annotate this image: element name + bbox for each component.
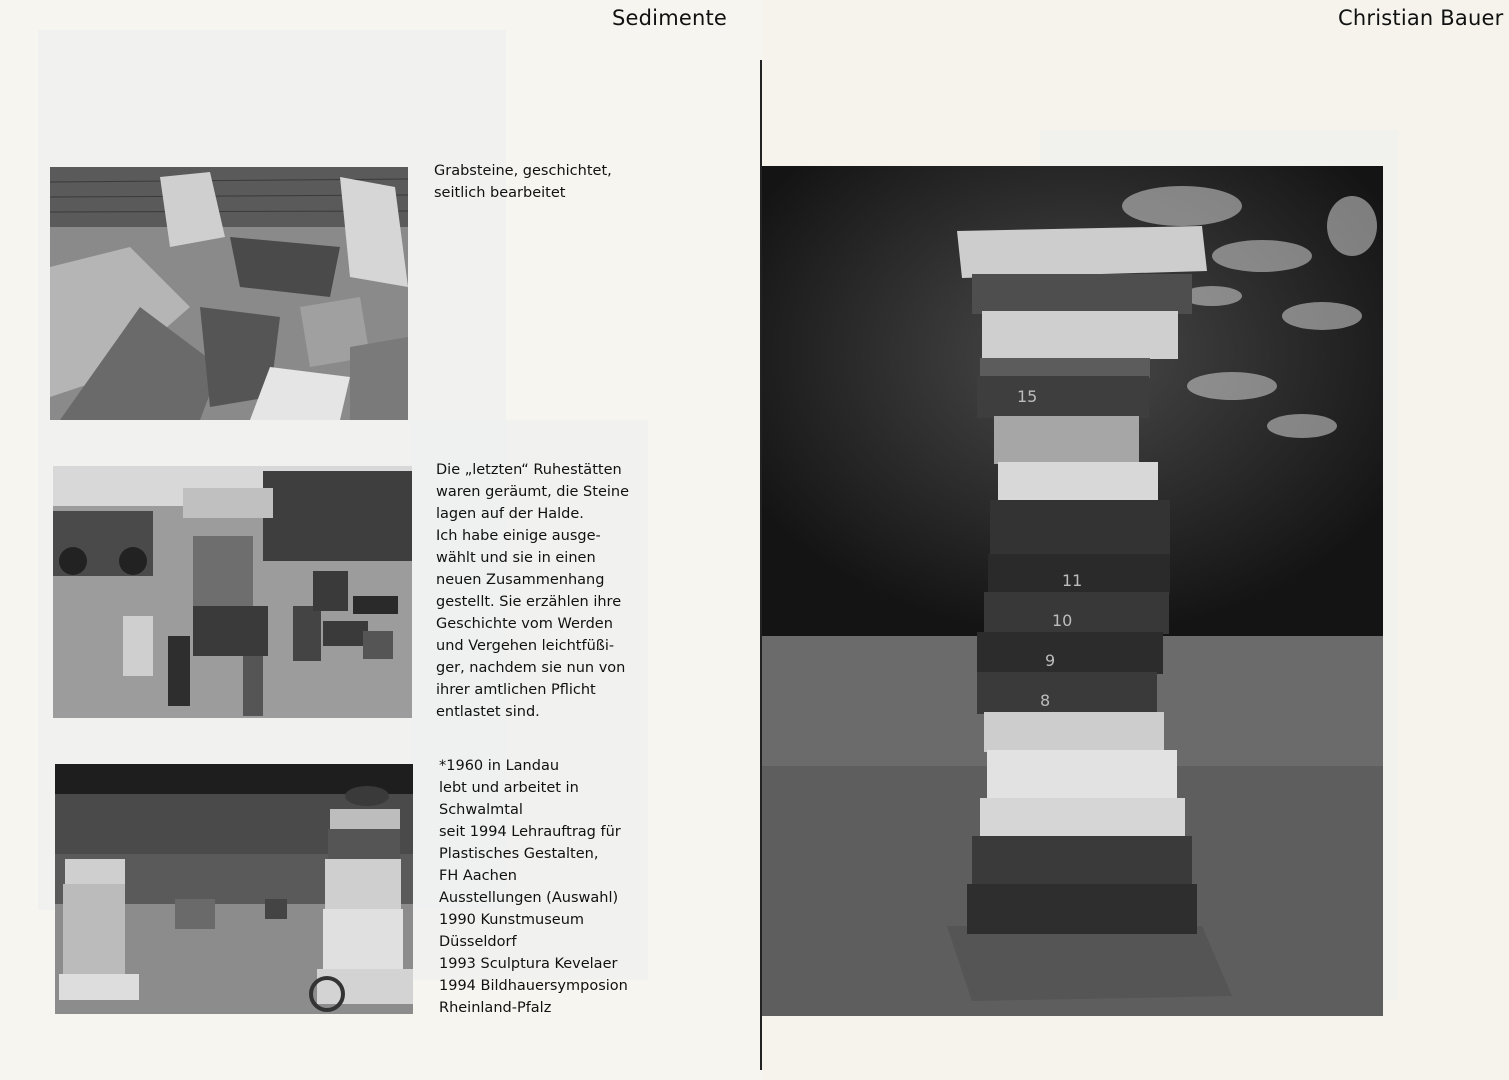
photo-stone-columns — [55, 764, 413, 1014]
sculpture-number-label: 15 — [1017, 387, 1038, 406]
sculpture-number-label: 10 — [1052, 611, 1073, 630]
photo-workshop-yard — [53, 466, 412, 718]
sculpture-number-label: 11 — [1062, 571, 1083, 590]
photo-gravestone-pile — [50, 167, 408, 420]
caption-photo-1: Grabsteine, geschichtet, seitlich bearbeitet — [434, 163, 612, 201]
artist-name: Christian Bauer — [1338, 6, 1504, 30]
sculpture-number-label: 8 — [1040, 691, 1051, 710]
artist-bio: *1960 in Landau lebt und arbeitet in Schwalmtal seit 1994 Lehrauftrag für Plastisches Gestalten, FH Aachen Ausstellungen (Auswahl) 1990 Kunstmuseum Düsseldorf 1993 Sculptura Kevelaer 1994 Bildhauersymposion Rheinland-Pfalz — [439, 758, 628, 1016]
page-title: Sedimente — [612, 6, 728, 30]
caption-photo-2: Die „letzten“ Ruhestätten waren geräumt, die Steine lagen auf der Halde. Ich habe einige ausge- wählt und sie in einen neuen Zusammenhang gestellt. Sie erzählen ihre Geschichte vom Werden und Vergehen leichtfüßi- ger, nachdem sie nun von ihrer amtlichen Pflicht entlastet sind. — [436, 462, 630, 720]
sculpture-number-label: 9 — [1045, 651, 1056, 670]
right-page — [762, 0, 1509, 1080]
photo-stone-column-sculpture — [762, 166, 1383, 1016]
